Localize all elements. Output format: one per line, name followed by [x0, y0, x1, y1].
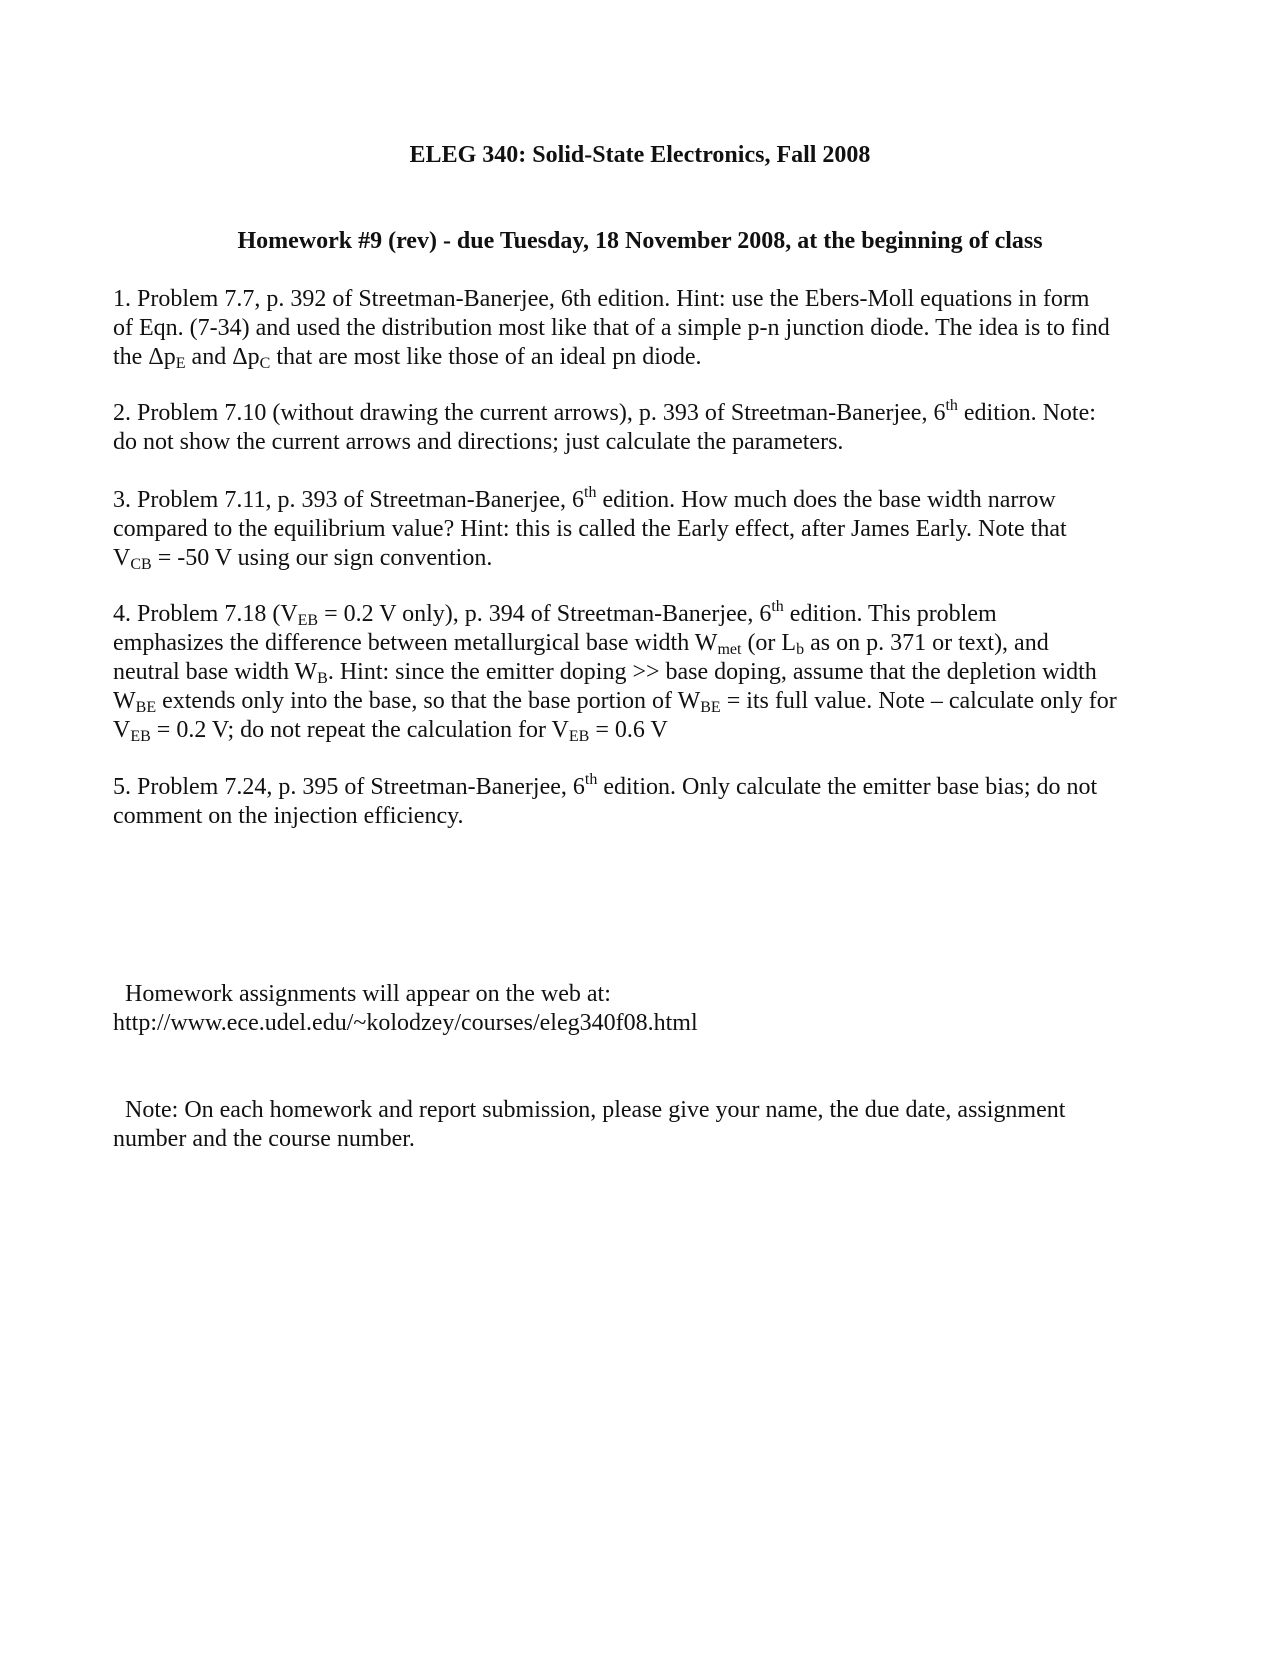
subscript: EB	[568, 728, 590, 745]
subscript: B	[317, 670, 328, 687]
problem-1-line-1: 1. Problem 7.7, p. 392 of Streetman-Banerjee, 6th edition. Hint: use the Ebers-Moll equations in form	[113, 286, 1090, 312]
text-run: 3. Problem 7.11, p. 393 of Streetman-Banerjee, 6	[113, 487, 584, 513]
assignment-title: Homework #9 (rev) - due Tuesday, 18 November 2008, at the beginning of class	[237, 228, 1043, 254]
problem-5	[113, 773, 1173, 831]
text-run: as on p. 371 or text), and	[804, 630, 1049, 656]
text-run: extends only into the base, so that the base portion of W	[156, 688, 701, 714]
superscript: th	[584, 484, 597, 501]
text-run: edition. This problem	[783, 601, 997, 627]
text-run: and Δp	[185, 344, 260, 370]
text-run: . Hint: since the emitter doping >> base doping, assume that the depletion width	[327, 659, 1097, 685]
problem-1-line-2: of Eqn. (7-34) and used the distribution most like that of a simple p-n junction diode. The idea is to find	[113, 315, 1110, 341]
problem-3-line-3	[113, 544, 1173, 573]
text-run: 2. Problem 7.10 (without drawing the current arrows), p. 393 of Streetman-Banerjee, 6	[113, 400, 946, 426]
superscript: th	[945, 397, 958, 414]
text-run: = its full value. Note – calculate only for	[720, 688, 1117, 714]
text-run: = 0.2 V; do not repeat the calculation for V	[150, 717, 569, 743]
problem-2-line-1	[113, 399, 1173, 428]
text-run: 5. Problem 7.24, p. 395 of Streetman-Banerjee, 6	[113, 774, 585, 800]
subscript: E	[175, 355, 186, 372]
web-notice	[113, 980, 1173, 1038]
subscript: met	[717, 641, 742, 658]
text-run: = 0.6 V	[589, 717, 668, 743]
text-run: edition. How much does the base width narrow	[596, 487, 1056, 513]
text-run: edition. Only calculate the emitter base bias; do not	[597, 774, 1098, 800]
web-notice-line-1: Homework assignments will appear on the web at:	[125, 981, 611, 1007]
text-run: neutral base width W	[113, 659, 318, 685]
course-title: ELEG 340: Solid-State Electronics, Fall 2008	[409, 142, 871, 168]
web-url: http://www.ece.udel.edu/~kolodzey/courses/eleg340f08.html	[113, 1010, 698, 1036]
problem-1	[113, 285, 1173, 372]
text-run: 4. Problem 7.18 (V	[113, 601, 298, 627]
problem-4-line-5	[113, 716, 1173, 745]
problem-4	[113, 600, 1173, 745]
submission-note	[113, 1096, 1173, 1154]
text-run: (or L	[741, 630, 797, 656]
problem-5-line-1	[113, 773, 1173, 802]
problem-5-line-2: comment on the injection efficiency.	[113, 803, 464, 829]
superscript: th	[584, 771, 598, 788]
submission-note-line-2: number and the course number.	[113, 1126, 415, 1152]
problem-2-line-2: do not show the current arrows and directions; just calculate the parameters.	[113, 429, 844, 455]
text-run: emphasizes the difference between metallurgical base width W	[113, 630, 718, 656]
subscript: EB	[130, 728, 151, 745]
text-run: V	[113, 545, 131, 571]
text-run: V	[113, 717, 131, 743]
subscript: BE	[135, 699, 157, 716]
text-run: that are most like those of an ideal pn diode.	[270, 344, 702, 370]
text-run: = -50 V using our sign convention.	[151, 545, 493, 571]
submission-note-line-1: Note: On each homework and report submission, please give your name, the due date, assignment	[125, 1097, 1066, 1123]
text-run: the Δp	[113, 344, 176, 370]
problem-4-line-2	[113, 629, 1173, 658]
text-run: edition. Note:	[957, 400, 1096, 426]
text-run: = 0.2 V only), p. 394 of Streetman-Banerjee, 6	[318, 601, 772, 627]
subscript: b	[796, 641, 805, 658]
problem-1-line-3	[113, 343, 1173, 372]
problem-4-line-1	[113, 600, 1173, 629]
problem-3-line-2: compared to the equilibrium value? Hint: this is called the Early effect, after James Early. Note that	[113, 516, 1067, 542]
problem-2	[113, 399, 1173, 457]
subscript: BE	[700, 699, 721, 716]
text-run: W	[113, 688, 136, 714]
problem-4-line-3	[113, 658, 1173, 687]
superscript: th	[771, 598, 784, 615]
subscript: C	[259, 355, 271, 372]
problem-4-line-4	[113, 687, 1173, 716]
subscript: CB	[130, 556, 152, 573]
problem-3	[113, 486, 1173, 573]
problem-3-line-1	[113, 486, 1173, 515]
subscript: EB	[297, 612, 319, 629]
